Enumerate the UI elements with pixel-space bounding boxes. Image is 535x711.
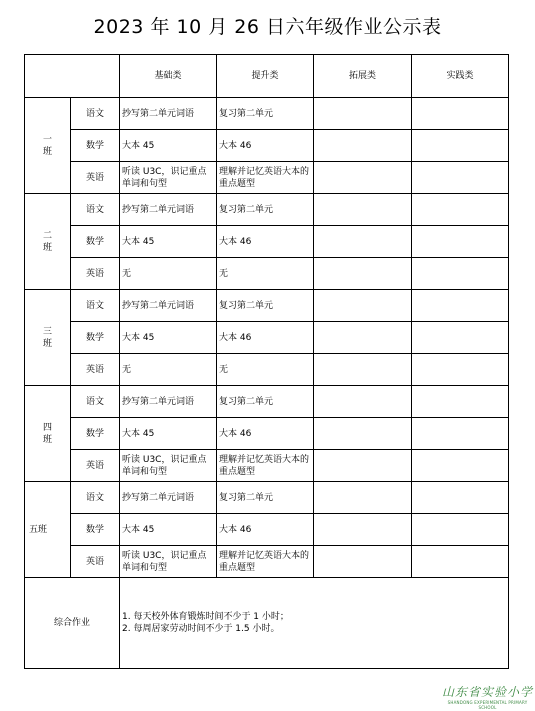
table-row xyxy=(25,226,509,258)
logo-subtext: SHANDONG EXPERIMENTAL PRIMARY SCHOOL xyxy=(447,700,528,710)
cell-improve: 大本 46 xyxy=(217,418,314,450)
table-row xyxy=(25,514,509,546)
table-row xyxy=(25,546,509,578)
cell-extend xyxy=(314,162,412,194)
cell-practice xyxy=(412,514,509,546)
subject-cell: 数学 xyxy=(71,226,120,258)
table-row xyxy=(25,418,509,450)
cell-practice xyxy=(412,226,509,258)
cell-practice xyxy=(412,546,509,578)
corner-cell xyxy=(25,55,120,98)
cell-extend xyxy=(314,546,412,578)
cell-extend xyxy=(314,226,412,258)
cell-improve: 复习第二单元 xyxy=(217,290,314,322)
table-row xyxy=(25,322,509,354)
table-row xyxy=(25,354,509,386)
cell-extend xyxy=(314,258,412,290)
subject-cell: 语文 xyxy=(71,98,120,130)
cell-basic: 抄写第二单元词语 xyxy=(120,290,217,322)
class-name-cell: 二 班 xyxy=(25,194,71,290)
summary-label: 综合作业 xyxy=(25,578,120,669)
cell-improve: 无 xyxy=(217,258,314,290)
subject-cell: 数学 xyxy=(71,418,120,450)
cell-practice xyxy=(412,258,509,290)
cell-improve: 大本 46 xyxy=(217,322,314,354)
cell-basic: 听读 U3C，识记重点单词和句型 xyxy=(120,162,217,194)
cell-basic: 抄写第二单元词语 xyxy=(120,482,217,514)
table-row xyxy=(25,482,509,514)
cell-improve: 复习第二单元 xyxy=(217,482,314,514)
cell-basic: 听读 U3C，识记重点单词和句型 xyxy=(120,546,217,578)
subject-cell: 数学 xyxy=(71,514,120,546)
cell-practice xyxy=(412,194,509,226)
cell-practice xyxy=(412,386,509,418)
table-row xyxy=(25,386,509,418)
subject-cell: 英语 xyxy=(71,258,120,290)
summary-row xyxy=(25,578,509,669)
class-name-cell: 一 班 xyxy=(25,98,71,194)
cell-practice xyxy=(412,354,509,386)
table-row xyxy=(25,162,509,194)
cell-basic: 大本 45 xyxy=(120,514,217,546)
cell-extend xyxy=(314,130,412,162)
table-row xyxy=(25,290,509,322)
cell-practice xyxy=(412,162,509,194)
cell-extend xyxy=(314,386,412,418)
table-row xyxy=(25,98,509,130)
cell-extend xyxy=(314,482,412,514)
table-row xyxy=(25,194,509,226)
cell-improve: 理解并记忆英语大本的重点题型 xyxy=(217,162,314,194)
subject-cell: 语文 xyxy=(71,482,120,514)
header-improve: 提升类 xyxy=(217,55,314,98)
subject-cell: 数学 xyxy=(71,130,120,162)
cell-extend xyxy=(314,98,412,130)
cell-basic: 抄写第二单元词语 xyxy=(120,386,217,418)
cell-practice xyxy=(412,482,509,514)
subject-cell: 数学 xyxy=(71,322,120,354)
cell-improve: 理解并记忆英语大本的重点题型 xyxy=(217,546,314,578)
header-practice: 实践类 xyxy=(412,55,509,98)
cell-improve: 复习第二单元 xyxy=(217,98,314,130)
homework-table xyxy=(24,54,509,669)
header-extend: 拓展类 xyxy=(314,55,412,98)
class-name-cell: 三 班 xyxy=(25,290,71,386)
cell-extend xyxy=(314,514,412,546)
class-name-cell: 四 班 xyxy=(25,386,71,482)
class-name-cell: 五班 xyxy=(25,482,71,578)
cell-basic: 大本 45 xyxy=(120,322,217,354)
cell-basic: 无 xyxy=(120,258,217,290)
cell-extend xyxy=(314,322,412,354)
cell-improve: 复习第二单元 xyxy=(217,386,314,418)
cell-basic: 大本 45 xyxy=(120,130,217,162)
cell-basic: 大本 45 xyxy=(120,418,217,450)
cell-basic: 抄写第二单元词语 xyxy=(120,98,217,130)
cell-basic: 听读 U3C，识记重点单词和句型 xyxy=(120,450,217,482)
cell-basic: 无 xyxy=(120,354,217,386)
cell-basic: 大本 45 xyxy=(120,226,217,258)
school-logo xyxy=(440,683,535,710)
table-row xyxy=(25,450,509,482)
table-row xyxy=(25,130,509,162)
subject-cell: 语文 xyxy=(71,194,120,226)
subject-cell: 语文 xyxy=(71,290,120,322)
cell-practice xyxy=(412,290,509,322)
logo-text: 山东省实验小学 xyxy=(441,685,533,699)
cell-improve: 无 xyxy=(217,354,314,386)
cell-practice xyxy=(412,322,509,354)
cell-extend xyxy=(314,194,412,226)
cell-improve: 复习第二单元 xyxy=(217,194,314,226)
header-row xyxy=(25,55,509,98)
cell-practice xyxy=(412,450,509,482)
cell-practice xyxy=(412,98,509,130)
cell-extend xyxy=(314,290,412,322)
subject-cell: 英语 xyxy=(71,354,120,386)
cell-improve: 大本 46 xyxy=(217,130,314,162)
header-basic: 基础类 xyxy=(120,55,217,98)
subject-cell: 语文 xyxy=(71,386,120,418)
subject-cell: 英语 xyxy=(71,450,120,482)
cell-extend xyxy=(314,354,412,386)
summary-line: 2. 每周居家劳动时间不少于 1.5 小时。 xyxy=(122,624,280,634)
table-row xyxy=(25,258,509,290)
cell-improve: 大本 46 xyxy=(217,514,314,546)
cell-extend xyxy=(314,418,412,450)
summary-text xyxy=(120,578,509,669)
cell-extend xyxy=(314,450,412,482)
summary-line: 1. 每天校外体育锻炼时间不少于 1 小时； xyxy=(122,612,289,622)
subject-cell: 英语 xyxy=(71,546,120,578)
cell-improve: 理解并记忆英语大本的重点题型 xyxy=(217,450,314,482)
cell-practice xyxy=(412,418,509,450)
subject-cell: 英语 xyxy=(71,162,120,194)
cell-basic: 抄写第二单元词语 xyxy=(120,194,217,226)
page-title: 2023 年 10 月 26 日六年级作业公示表 xyxy=(93,16,442,38)
cell-practice xyxy=(412,130,509,162)
cell-improve: 大本 46 xyxy=(217,226,314,258)
